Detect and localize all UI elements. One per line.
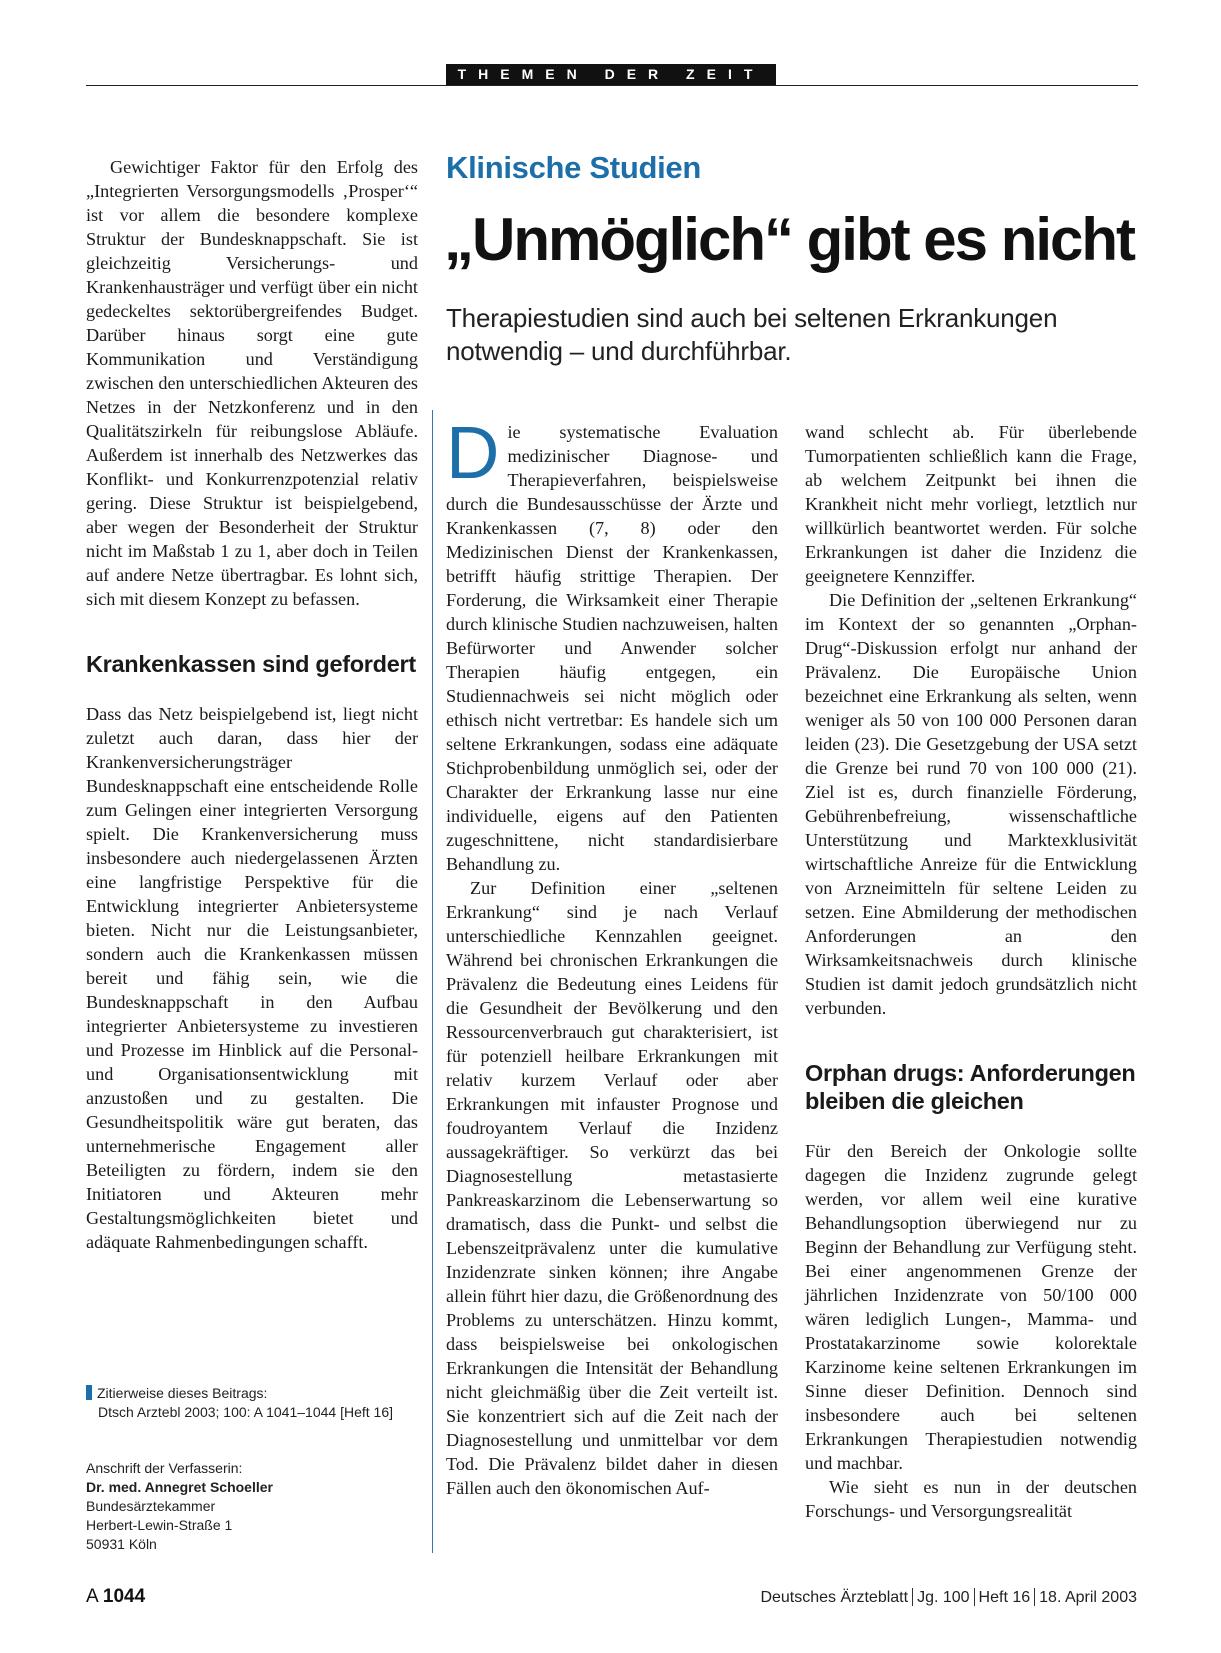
article-title: „Unmöglich“ gibt es nicht (444, 206, 1135, 273)
page-number (86, 1586, 145, 1608)
article-deck: Therapiestudien sind auch bei seltenen Erkrankungen notwendig – und durchführbar. (446, 303, 1058, 366)
drop-cap: D (446, 411, 500, 494)
header-rule (86, 85, 1138, 86)
paragraph: wand schlecht ab. Für überlebende Tumorpatienten schließlich kann die Frage, ab welchem Zeitpunkt bei ihnen die Krankheit nicht mehr vorliegt, letztlich nur willkürlich beantwortet werden. Für solche Erkrankungen ist daher die Inzidenz die geeignetere Kennziffer. (805, 422, 1137, 586)
address-organization: Bundesärztekammer (86, 1498, 216, 1514)
page-prefix: A (86, 1586, 98, 1607)
page-number-value: 1044 (102, 1586, 146, 1607)
journal-volume: Jg. 100 (917, 1589, 970, 1606)
address-label: Anschrift der Verfasserin: (86, 1460, 243, 1476)
divider (974, 1588, 975, 1606)
right-column (805, 420, 1137, 1523)
left-column (86, 155, 418, 1254)
article-kicker: Klinische Studien (446, 150, 701, 185)
paragraph: Dass das Netz beispielgebend ist, liegt nicht zuletzt auch daran, dass hier der Krankenversicherungsträger Bundesknappschaft eine entscheidende Rolle zum Gelingen einer integrierten Versorgung spielt. Die Krankenversicherung muss insbesondere auch niedergelassenen Ärzten eine langfristige Perspektive für die Entwicklung integrierter Anbietersysteme bieten. Nicht nur die Leistungsanbieter, sondern auch die Krankenkassen müssen bereit und fähig sein, wie die Bundesknappschaft in den Aufbau integrierter Anbietersysteme zu investieren und Prozesse im Hinblick auf die Personal- und Organisationsentwicklung mit anzustoßen und zu gestalten. Die Gesundheitspolitik wäre gut beraten, das unternehmerische Engagement aller Beteiligten zu fördern, indem sie den Initiatoren und Akteuren mehr Gestaltungsmöglichkeiten bietet und adäquate Rahmenbedingungen schafft. (86, 704, 418, 1252)
paragraph-text: ie systematische Evaluation medizinischer Diagnose- und Therapieverfahren, beispielsweise durch die Bundesausschüsse der Ärzte und Krankenkassen (7, 8) oder den Medizinischen Dienst der Krankenkassen, betrifft häufig strittige Therapien. Der Forderung, die Wirksamkeit einer Therapie durch klinische Studien nachzuweisen, halten Befürworter und Anwender solcher Therapien häufig entgegen, ein Studiennachweis sei nicht möglich oder ethisch nicht vertretbar: Es handele sich um seltene Erkrankungen, sodass eine adäquate Stichprobenbildung unmöglich sei, oder der Charakter der Erkrankung lasse nur eine individuelle, eigens auf den Patienten zugeschnittene, nicht standardisierbare Behandlung zu. (446, 422, 778, 874)
author-address (86, 1459, 426, 1554)
subheading: Krankenkassen sind gefordert (86, 651, 416, 677)
section-label: THEMEN DER ZEIT (446, 64, 776, 85)
citation-reference: Dtsch Arztebl 2003; 100: A 1041–1044 [Heft 16] (98, 1404, 393, 1420)
citation (86, 1384, 426, 1422)
middle-column (446, 411, 778, 1500)
journal-date: 18. April 2003 (1039, 1589, 1137, 1606)
journal-name: Deutsches Ärzteblatt (760, 1589, 909, 1606)
address-street: Herbert-Lewin-Straße 1 (86, 1517, 233, 1533)
paragraph (446, 411, 778, 876)
column-rule (432, 410, 433, 1553)
citation-label: Zitierweise dieses Beitrags: (97, 1385, 268, 1401)
paragraph: Für den Bereich der Onkologie sollte dagegen die Inzidenz zugrunde gelegt werden, vor allem weil eine kurative Behandlungsoption überwiegend nur zu Beginn der Behandlung zur Verfügung steht. Bei einer angenommenen Grenze der jährlichen Inzidenzrate von 50/100 000 wären lediglich Lungen-, Mamma- und Prostatakarzinome sowie kolorektale Karzinome keine seltenen Erkrankungen im Sinne dieser Definition. Dennoch sind insbesondere auch bei seltenen Erkrankungen Therapiestudien notwendig und machbar. (805, 1141, 1137, 1473)
citation-marker (86, 1385, 92, 1400)
journal-issue: Heft 16 (978, 1589, 1031, 1606)
paragraph: Wie sieht es nun in der deutschen Forschungs- und Versorgungsrealität (805, 1477, 1137, 1521)
journal-info (760, 1588, 1137, 1607)
author-name: Dr. med. Annegret Schoeller (86, 1479, 273, 1495)
paragraph: Die Definition der „seltenen Erkrankung“ im Kontext der so genannten „Orphan-Drug“-Diskussion erfolgt nur anhand der Prävalenz. Die Europäische Union bezeichnet eine Erkrankung als selten, wenn weniger als 50 von 100 000 Personen daran leiden (23). Die Gesetzgebung der USA setzt die Grenze bei rund 70 von 100 000 (21). Ziel ist es, durch finanzielle Förderung, Gebührenbefreiung, wissenschaftliche Unterstützung und Marktexklusivität wirtschaftliche Anreize für die Entwicklung von Arzneimitteln für seltene Leiden zu setzen. Eine Abmilderung der methodischen Anforderungen an den Wirksamkeitsnachweis durch klinische Studien ist damit jedoch grundsätzlich nicht verbunden. (805, 590, 1137, 1018)
paragraph: Gewichtiger Faktor für den Erfolg des „Integrierten Versorgungsmodells ‚Prosper‘“ ist vor allem die besondere komplexe Struktur der Bundesknappschaft. Sie ist gleichzeitig Versicherungs- und Krankenhausträger und verfügt über ein nicht gedeckeltes sektorübergreifendes Budget. Darüber hinaus sorgt eine gute Kommunikation und Verständigung zwischen den unterschiedlichen Akteuren des Netzes in der Netzkonferenz und in den Qualitätszirkeln für reibungslose Abläufe. Außerdem ist innerhalb des Netzwerkes das Konflikt- und Konkurrenzpotenzial relativ gering. Diese Struktur ist beispielgebend, aber wegen der Besonderheit der Struktur nicht im Maßstab 1 zu 1, aber doch in Teilen auf andere Netze übertragbar. Es lohnt sich, sich mit diesem Konzept zu befassen. (86, 157, 418, 609)
divider (912, 1588, 913, 1606)
paragraph: Zur Definition einer „seltenen Erkrankung“ sind je nach Verlauf unterschiedliche Kennzahlen geeignet. Während bei chronischen Erkrankungen die Prävalenz die Bedeutung eines Leidens für die Gesundheit der Bevölkerung und den Ressourcenverbrauch gut charakterisiert, ist für potenziell heilbare Erkrankungen mit relativ kurzem Verlauf oder aber Erkrankungen mit infauster Prognose und foudroyantem Verlauf die Inzidenz aussagekräftiger. So verkürzt das bei Diagnosestellung metastasierte Pankreaskarzinom die Lebenserwartung so dramatisch, dass die Punkt- und selbst die Lebenszeitprävalenz unter die kumulative Inzidenzrate sinken können; ihre Angabe allein führt hier dazu, die Größenordnung des Problems zu unterschätzen. Hinzu kommt, dass beispielsweise bei onkologischen Erkrankungen die Intensität der Behandlung nicht gleichmäßig über die Zeit verteilt ist. Sie konzentriert sich auf die Zeit nach der Diagnosestellung und unmittelbar vor dem Tod. Die Prävalenz bildet daher in diesen Fällen auch den ökonomischen Auf- (446, 878, 778, 1498)
subheading: Orphan drugs: Anforderungen bleiben die gleichen (805, 1060, 1136, 1114)
divider (1034, 1588, 1035, 1606)
address-city: 50931 Köln (86, 1536, 157, 1552)
